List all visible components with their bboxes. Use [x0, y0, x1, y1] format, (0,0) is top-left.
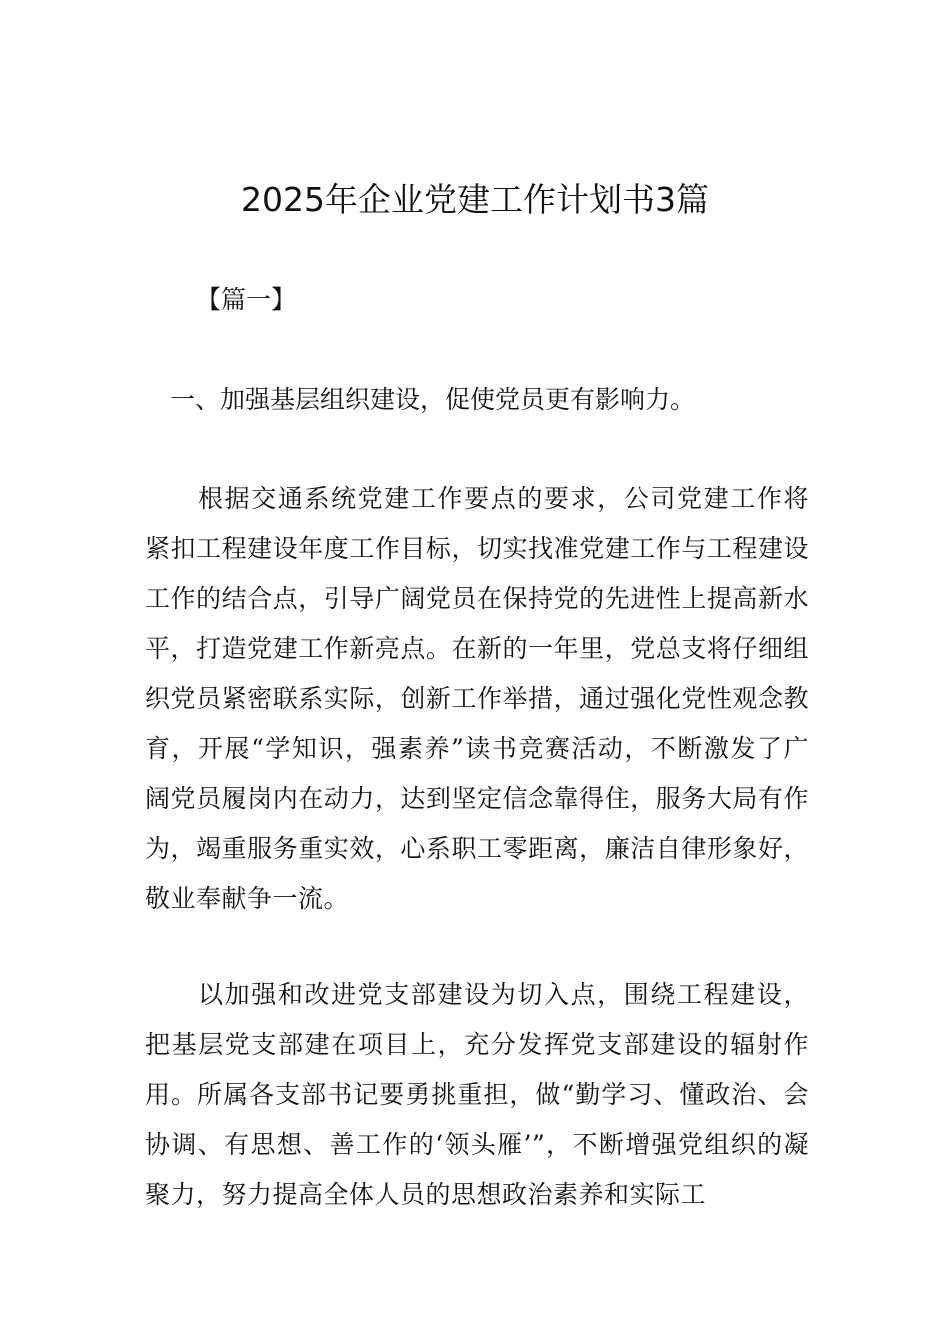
document-title: 2025年企业党建工作计划书3篇 [241, 180, 709, 219]
section-heading: 一、加强基层组织建设，促使党员更有影响力。 [170, 385, 696, 414]
body-paragraph: 以加强和改进党支部建设为切入点，围绕工程建设，把基层党支部建在项目上，充分发挥党支部建设的辐射作用。所属各支部书记要勇挑重担，做“勤学习、懂政治、会协调、有思想、善工作的‘领头雁’”，不断增强党组织的凝聚力，努力提高全体人员的思想政治素养和实际工 [145, 980, 809, 1209]
body-paragraph: 根据交通系统党建工作要点的要求，公司党建工作将紧扣工程建设年度工作目标，切实找准党建工作与工程建设工作的结合点，引导广阔党员在保持党的先进性上提高新水平，打造党建工作新亮点。在新的一年里，党总支将仔细组织党员紧密联系实际，创新工作举措，通过强化党性观念教育，开展“学知识，强素养”读书竞赛活动，不断激发了广阔党员履岗内在动力，达到坚定信念靠得住，服务大局有作为，竭重服务重实效，心系职工零距离，廉洁自律形象好，敬业奉献争一流。 [145, 484, 809, 913]
section-tag: 【篇一】 [196, 285, 297, 314]
